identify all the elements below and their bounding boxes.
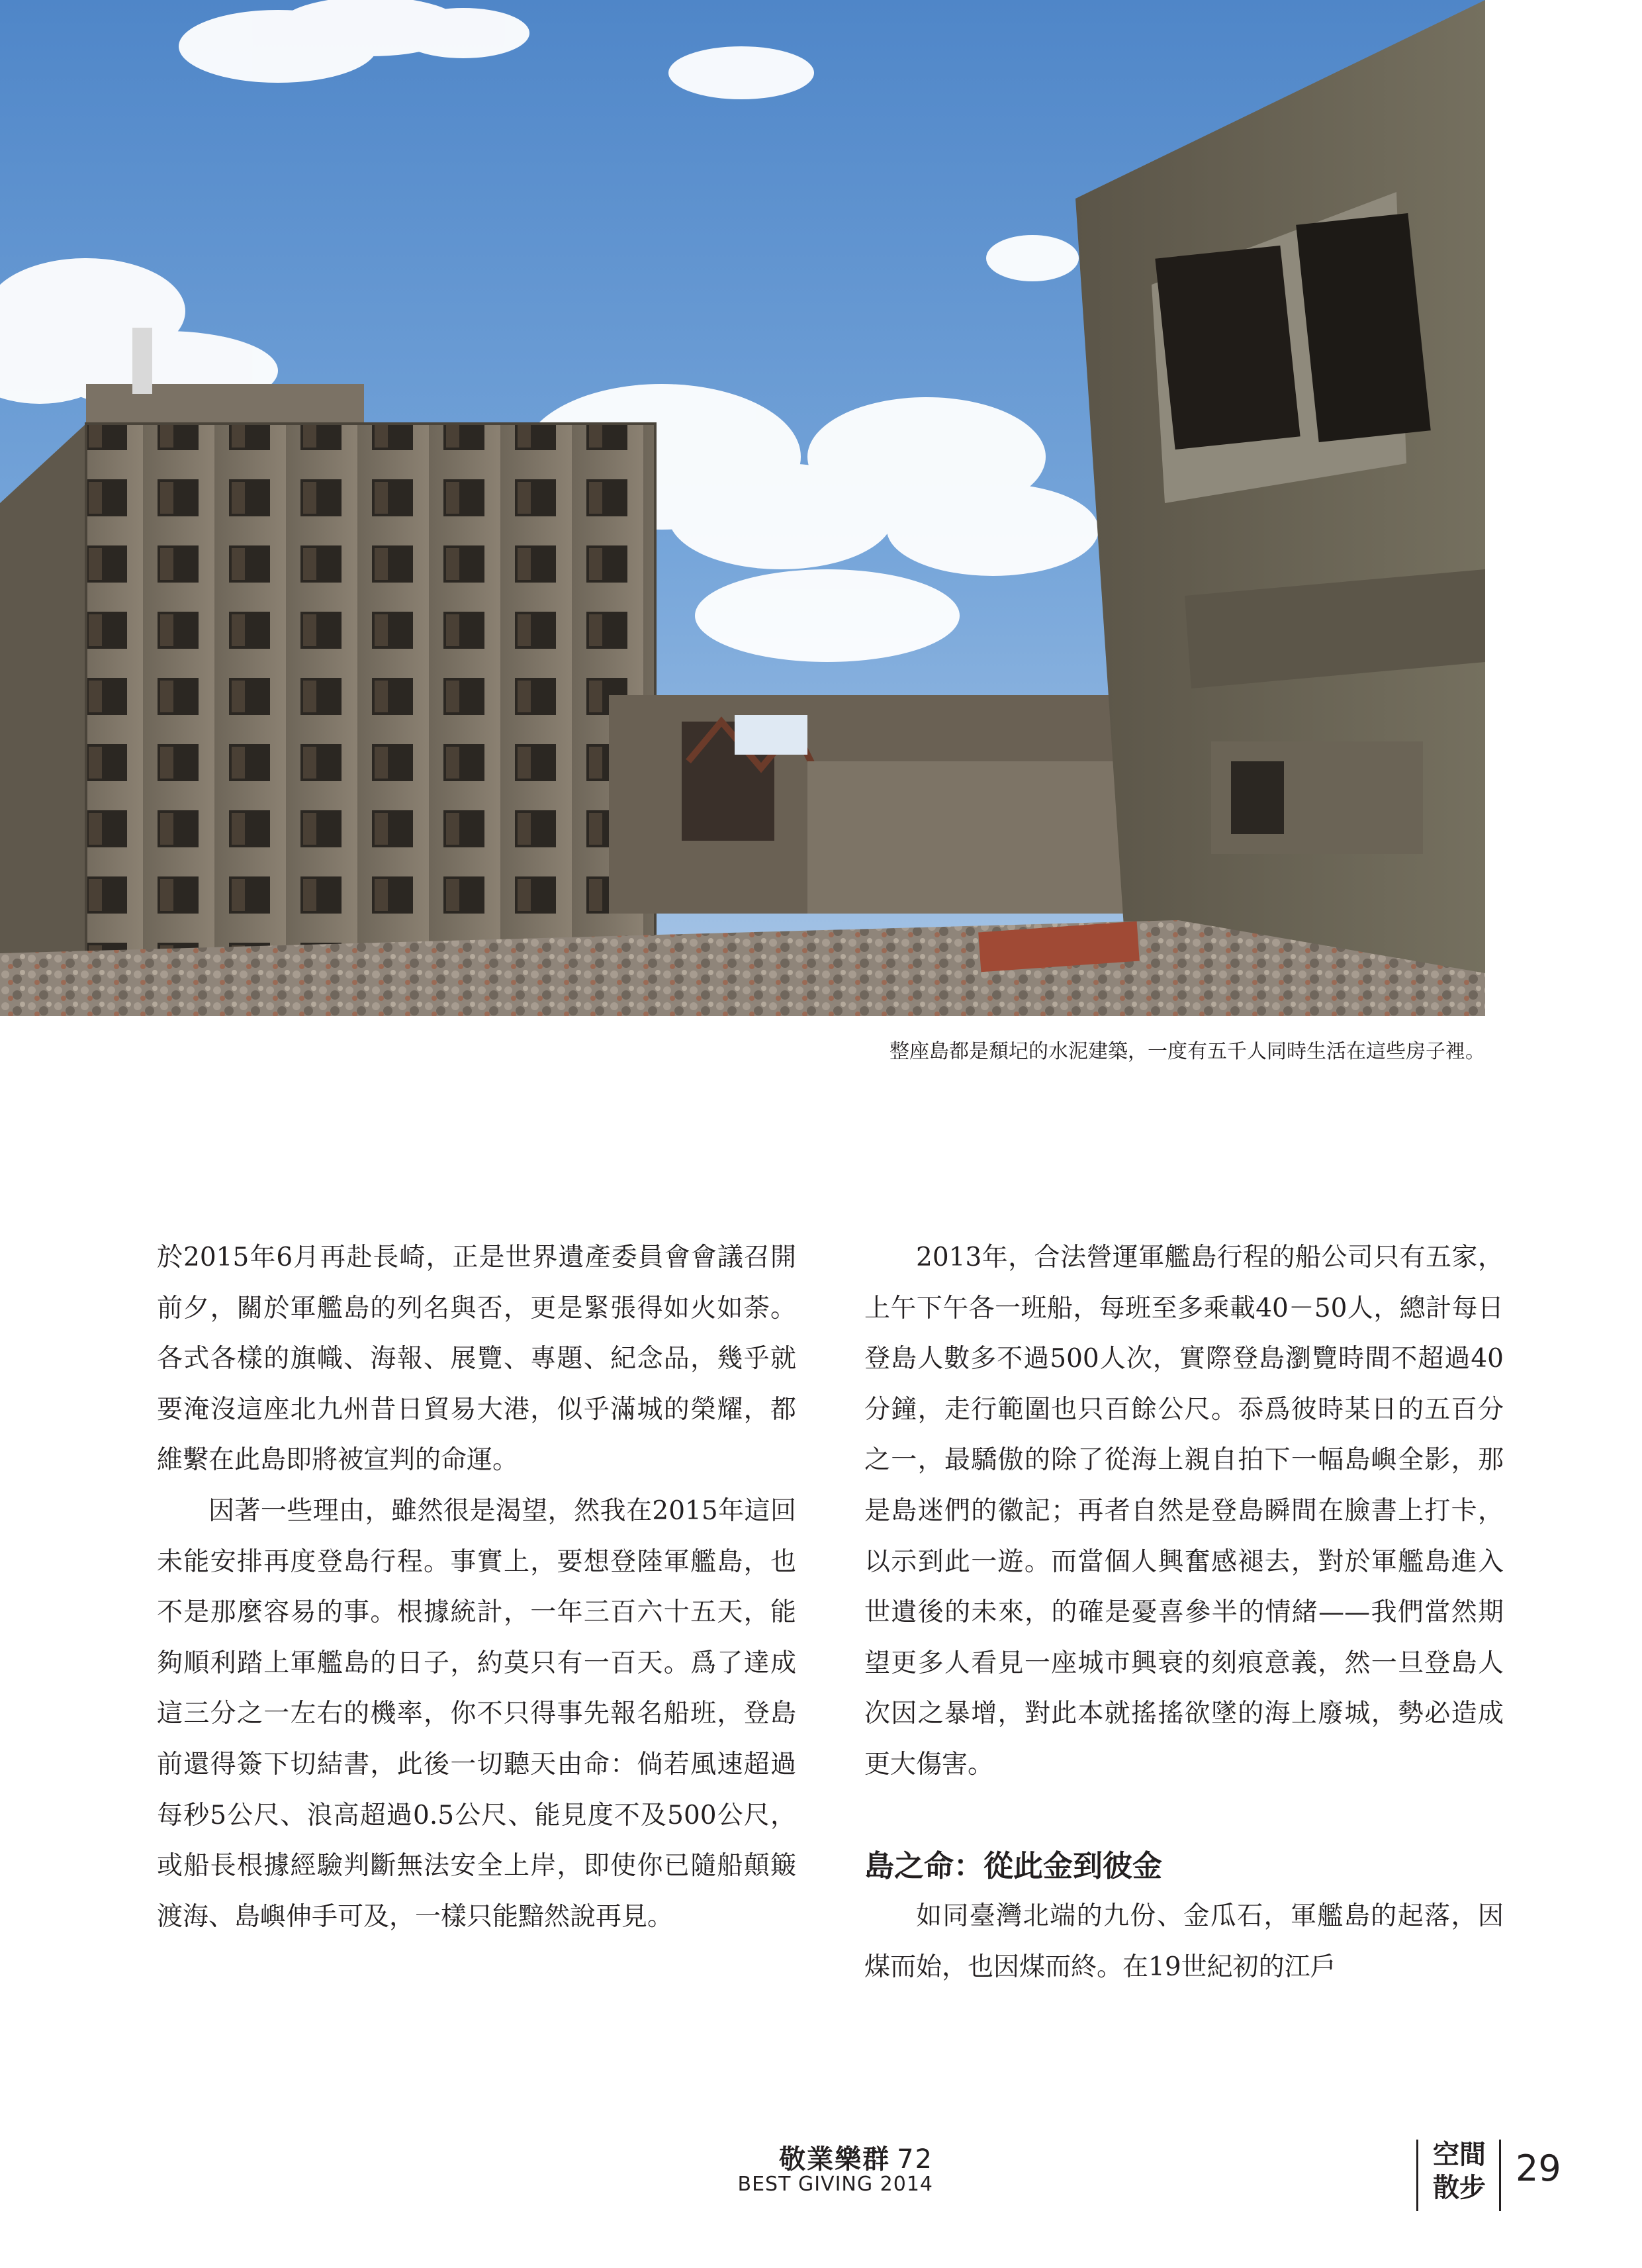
issue-number: 72 [897,2144,933,2175]
section-heading: 島之命：從此金到彼金 [864,1848,1163,1883]
section-name-line: 空間 [1433,2139,1486,2170]
magazine-subtitle: BEST GIVING 2014 [737,2173,933,2196]
hero-photo [0,0,1485,1016]
article-left-column [157,1233,796,1942]
section-name [1430,2138,1489,2204]
photo-caption: 整座島都是頹圮的水泥建築，一度有五千人同時生活在這些房子裡。 [889,1040,1485,1063]
paragraph: 因著一些理由，雖然很是渴望，然我在2015年這回未能安排再度登島行程。事實上，要想登陸軍艦島，也不是那麼容易的事。根據統計，一年三百六十五天，能夠順利踏上軍艦島的日子，約莫只有一百天。爲了達成這三分之一左右的機率，你不只得事先報名船班，登島前還得簽下切結書，此後一切聽天由命：倘若風速超過每秒5公尺、浪高超過0.5公尺、能見度不及500公尺，或船長根據經驗判斷無法安全上岸，即使你已隨船顛簸渡海、島嶼伸手可及，一樣只能黯然說再見。 [157,1495,796,1932]
magazine-name: 敬業樂群 [779,2144,891,2175]
footer-divider [1416,2140,1418,2211]
magazine-title [779,2138,933,2176]
section-name-line: 散步 [1433,2172,1486,2203]
paragraph: 2013年，合法營運軍艦島行程的船公司只有五家，上午下午各一班船，每班至多乘載40－50人，總計每日登島人數多不過500人次，實際登島瀏覽時間不超過40分鐘，走行範圍也只百餘公尺。忝爲彼時某日的五百分之一，最驕傲的除了從海上親自拍下一幅島嶼全影，那是島迷們的徽記；再者自然是登島瞬間在臉書上打卡，以示到此一遊。而當個人興奮感褪去，對於軍艦島進入世遺後的未來，的確是憂喜參半的情緒——我們當然期望更多人看見一座城市興衰的刻痕意義，然一旦登島人次因之暴增，對此本就搖搖欲墜的海上廢城，勢必造成更大傷害。 [864,1243,1504,1779]
article-right-column [864,1233,1504,1993]
footer-divider [1499,2140,1501,2211]
paragraph: 於2015年6月再赴長崎，正是世界遺產委員會會議召開前夕，關於軍艦島的列名與否，更是緊張得如火如荼。各式各樣的旗幟、海報、展覽、專題、紀念品，幾乎就要淹沒這座北九州昔日貿易大港，似乎滿城的榮耀，都維繫在此島即將被宣判的命運。 [157,1243,796,1476]
page-number: 29 [1516,2148,1561,2189]
paragraph: 如同臺灣北端的九份、金瓜石，軍艦島的起落，因煤而始，也因煤而終。在19世紀初的江戶 [864,1901,1504,1982]
